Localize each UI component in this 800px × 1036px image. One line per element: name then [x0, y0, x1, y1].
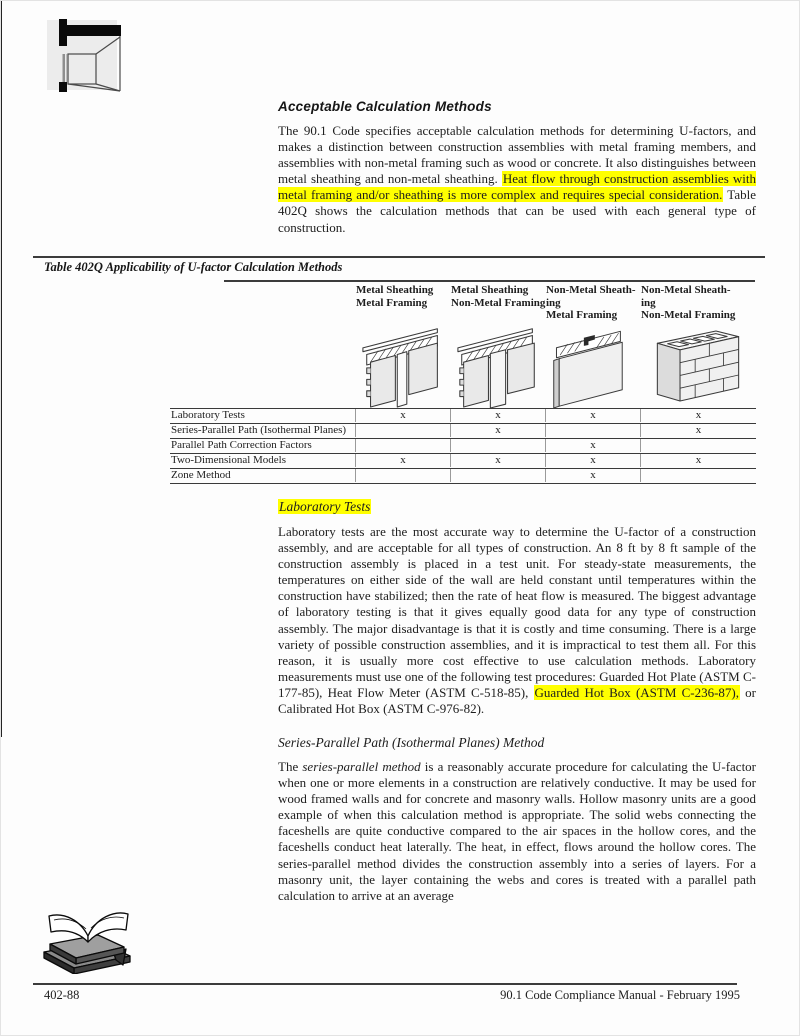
- wall-metal-sheathing-metal-framing-icon: [355, 324, 450, 408]
- table-title: Table 402Q Applicability of U-factor Calculation Methods: [44, 260, 343, 274]
- section-heading: Acceptable Calculation Methods: [278, 99, 492, 114]
- column-header: Metal Sheathing Metal Framing: [356, 284, 434, 309]
- highlighted-text-guarded-hot-box: Guarded Hot Box (ASTM C-236-87),: [534, 684, 739, 700]
- series-parallel-heading: Series-Parallel Path (Isothermal Planes) Method: [278, 735, 545, 750]
- intro-paragraph: [278, 123, 756, 236]
- row-label: Series-Parallel Path (Isothermal Planes): [171, 424, 347, 436]
- series-text-post: is a reasonably accurate procedure for calculating the U-factor when one or more elements in a construction are relatively conductive. It may be used for wood framed walls and for concrete and masonry walls. Hollow masonry units are a good example of when this calculation method is appropriate. The solid webs connecting the faceshells are quite conductive compared to the air spaces in the hollow cores, and the faceshells conduct heat laterally. The heat, in effect, flows around the hollow cores. The series-parallel method divides the construction assembly into a series of layers. For a masonry unit, the layer containing the webs and cores is treated with a parallel path calculation to arrive at an average: [278, 759, 757, 903]
- row-mark: [450, 439, 545, 452]
- table-row: [170, 439, 756, 454]
- column-header: Non-Metal Sheath- ing Non-Metal Framing: [641, 284, 736, 321]
- table-illustration-row: [170, 322, 756, 409]
- row-mark: x: [545, 439, 640, 452]
- row-mark: x: [355, 454, 450, 467]
- row-label: Laboratory Tests: [171, 409, 245, 421]
- table-corner-cell: [170, 284, 355, 322]
- row-mark: x: [450, 454, 545, 467]
- row-mark: [545, 424, 640, 437]
- table-row: [170, 469, 756, 484]
- table-row: [170, 454, 756, 469]
- series-italic-term: series-parallel method: [302, 759, 421, 774]
- highlighted-text-metal-framing: Heat flow through construction assemblies with metal framing and/or sheathing is more complex and requires special consideration.: [278, 171, 757, 203]
- table-header-row: [170, 284, 756, 322]
- intro-text-pre: The 90.1 Code specifies acceptable calculation methods for determining U-factors, and makes a distinction between construction assemblies with metal framing members, and assemblies with non-metal framing such as wood or concrete. It also distinguishes between metal sheathing and non-metal sheathing.: [278, 123, 756, 187]
- row-mark: x: [450, 409, 545, 422]
- row-mark: x: [640, 424, 756, 437]
- series-parallel-paragraph: [278, 759, 756, 904]
- highlighted-heading: Laboratory Tests: [279, 499, 371, 514]
- row-mark: [355, 469, 450, 482]
- row-mark: [640, 469, 756, 482]
- footer-page-number: 402-88: [44, 988, 80, 1002]
- wall-masonry-block-icon: [640, 324, 756, 408]
- row-mark: x: [640, 409, 756, 422]
- lab-tests-heading: [278, 499, 371, 515]
- table-402q: [170, 284, 756, 484]
- footer-manual-title: 90.1 Code Compliance Manual - February 1995: [500, 988, 740, 1002]
- column-header: Non-Metal Sheath- ing Metal Framing: [546, 284, 636, 321]
- row-label: Zone Method: [171, 469, 231, 481]
- lab-tests-paragraph: [278, 524, 756, 717]
- scan-edge-artifact: [0, 0, 2, 737]
- footer-rule: [33, 983, 737, 985]
- row-mark: [450, 469, 545, 482]
- row-label: Parallel Path Correction Factors: [171, 439, 312, 451]
- building-envelope-logo-icon: [46, 14, 124, 94]
- wall-metal-sheathing-non-metal-framing-icon: [450, 324, 545, 408]
- row-mark: x: [545, 469, 640, 482]
- row-mark: x: [450, 424, 545, 437]
- row-mark: [640, 439, 756, 452]
- row-label: Two-Dimensional Models: [171, 454, 287, 466]
- row-mark: x: [545, 409, 640, 422]
- horizontal-rule-above-table: [33, 256, 765, 258]
- row-mark: x: [355, 409, 450, 422]
- row-mark: x: [640, 454, 756, 467]
- reference-books-icon: [36, 902, 141, 974]
- lab-text-post: or Calibrated Hot Box (ASTM C-976-82).: [278, 684, 756, 717]
- row-mark: x: [545, 454, 640, 467]
- column-header: Metal Sheathing Non-Metal Framing: [451, 284, 546, 309]
- series-text-pre: The: [278, 759, 303, 774]
- table-row: [170, 409, 756, 424]
- row-mark: [355, 439, 450, 452]
- table-header-rule: [224, 280, 755, 282]
- lab-text-pre: Laboratory tests are the most accurate way to determine the U-factor of a construction assembly, and are acceptable for all types of construction. An 8 ft by 8 ft sample of the construction assembly is placed in a test unit. For steady-state measurements, the temperatures on either side of the wall are held constant until temperatures within the construction have stabilized; then the rate of heat flow is measured. The biggest advantage of laboratory testing is that it gives equally good data for any type of construction assembly. The major disadvantage is that it is costly and time consuming. There is a large variety of possible construction assemblies, and it is impractical to test them all. For this reason, it is usually more cost effective to use calculation methods. Laboratory measurements must use one of the following test procedures: Guarded Hot Plate (ASTM C-177-85), Heat Flow Meter (ASTM C-518-85),: [278, 524, 756, 700]
- table-row: [170, 424, 756, 439]
- row-mark: [355, 424, 450, 437]
- wall-non-metal-sheathing-metal-framing-icon: [545, 324, 640, 408]
- intro-text-post: Table 402Q shows the calculation methods that can be used with each general type of construction.: [278, 187, 756, 235]
- intro-section: [278, 99, 756, 236]
